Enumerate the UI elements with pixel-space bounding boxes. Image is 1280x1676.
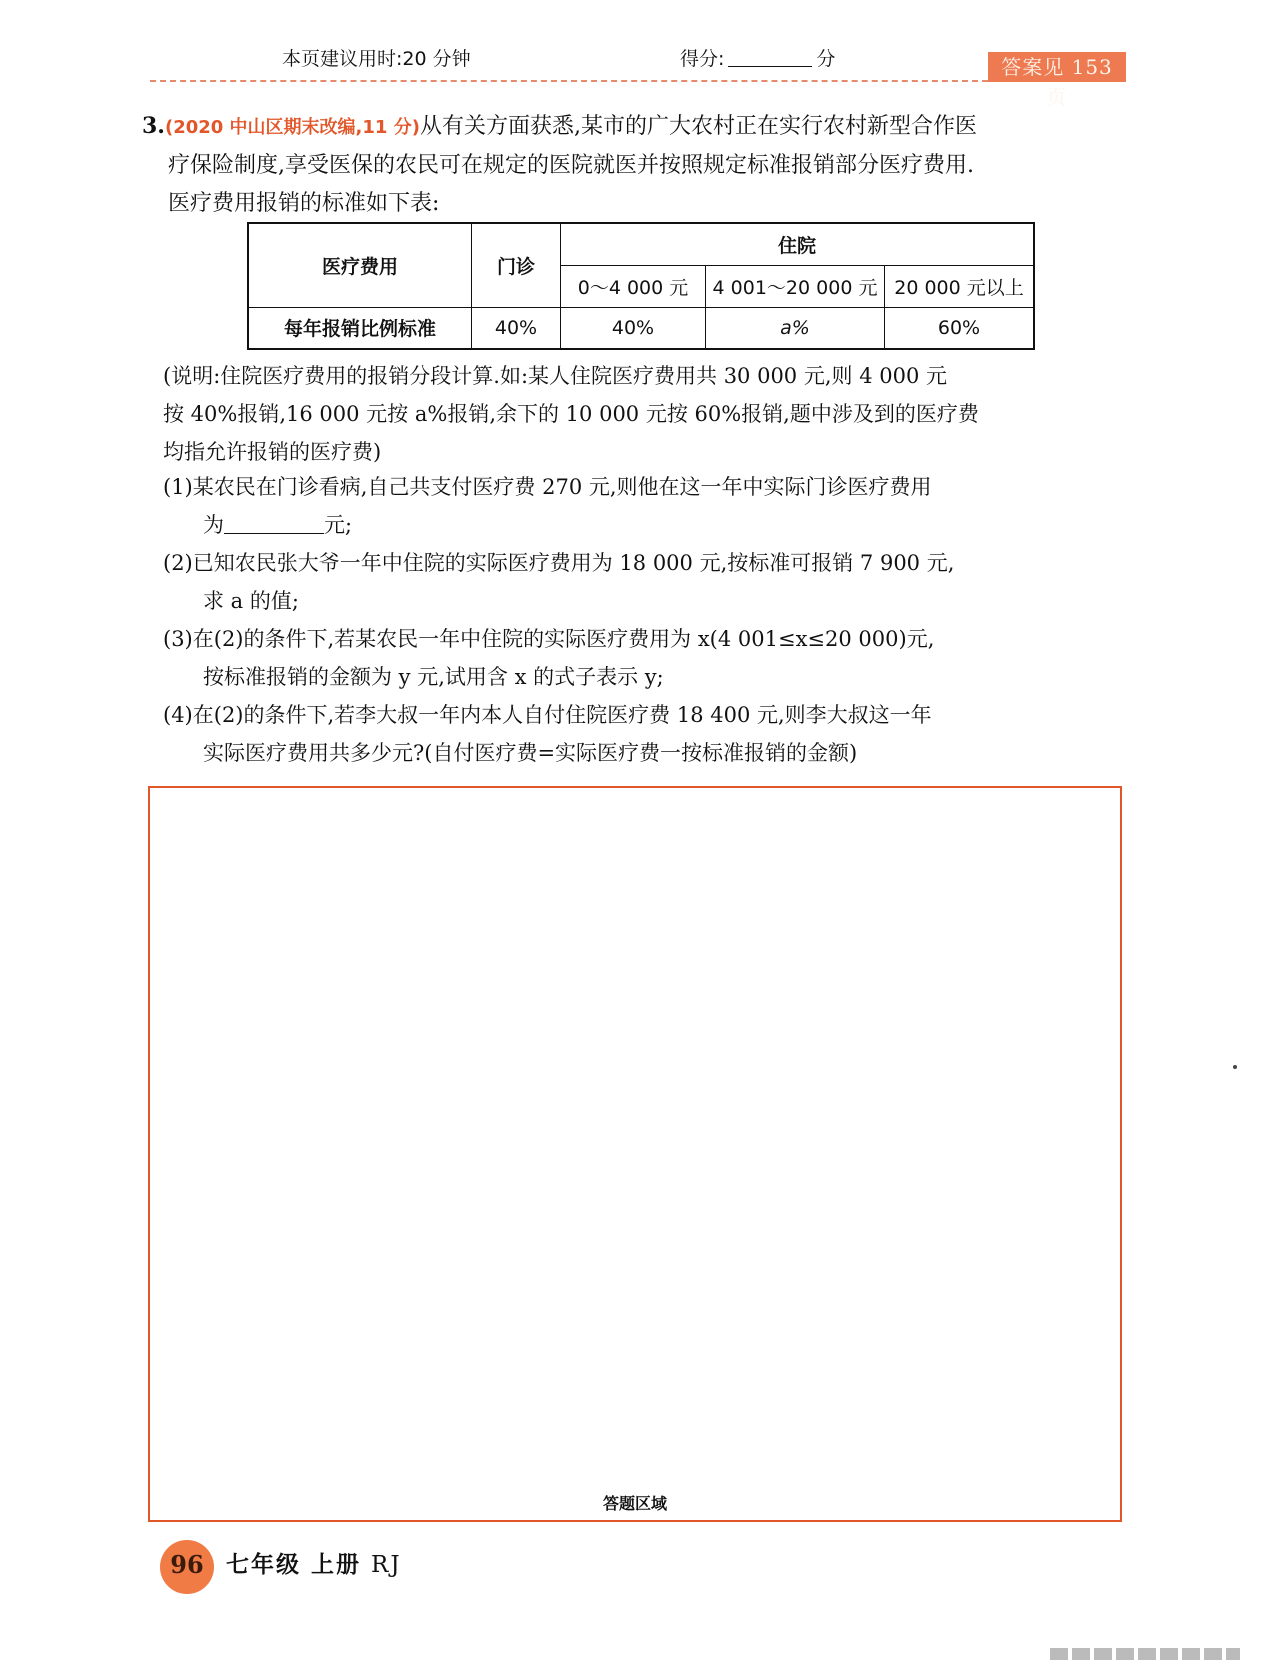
part-3-line-2: 按标准报销的金额为 y 元,试用含 x 的式子表示 y; [203,665,664,689]
score-unit: 分 [816,48,836,70]
part-2-line-2: 求 a 的值; [203,589,299,613]
score-label: 得分: [680,48,725,70]
table-value-outpatient: 40% [472,307,561,349]
table-value-range-3: 60% [885,307,1035,349]
table-range-3: 20 000 元以上 [885,265,1035,307]
part-1-suffix: 元; [324,513,353,537]
part-1-line-2 [163,506,1123,544]
book-grade: 七年级 上册 [226,1552,362,1578]
score-blank [728,48,812,67]
suggested-time: 本页建议用时:20 分钟 [282,48,471,70]
part-1 [163,468,1123,544]
part-2-line-1: (2)已知农民张大爷一年中住院的实际医疗费用为 18 000 元,按标准可报销 7 900 元, [163,551,955,575]
part-2 [163,544,1123,620]
answer-area-label: 答题区域 [602,1494,667,1513]
part-4-line-1: (4)在(2)的条件下,若李大叔一年内本人自付住院医疗费 18 400 元,则李大叔这一年 [163,703,932,727]
part-3 [163,620,1123,696]
part-1-answer-blank[interactable] [224,513,324,534]
table-range-1: 0～4 000 元 [561,265,706,307]
page-number: 96 [160,1540,214,1594]
part-1-line-1: (1)某农民在门诊看病,自己共支付医疗费 270 元,则他在这一年中实际门诊医疗费用 [163,475,932,499]
note-line-3: 均指允许报销的医疗费) [163,440,382,464]
score-field [680,44,835,71]
book-edition: RJ [371,1552,402,1578]
table-header-cost: 医疗费用 [248,223,472,307]
answer-area[interactable] [148,786,1122,1522]
note-line-1: (说明:住院医疗费用的报销分段计算.如:某人住院医疗费用共 30 000 元,则 4 000 元 [163,364,947,388]
table-row-label: 每年报销比例标准 [248,307,472,349]
scan-speck [1233,1065,1237,1069]
table-value-range-1: 40% [561,307,706,349]
header-divider [150,80,988,82]
table-header-inpatient: 住院 [561,223,1035,265]
question-source: (2020 中山区期末改编,11 分) [164,117,420,138]
question-intro [142,107,1122,223]
answer-reference-tab: 答案见 153 页 [988,52,1126,82]
note-line-2: 按 40%报销,16 000 元按 a%报销,余下的 10 000 元按 60%报销,题中涉及到的医疗费 [163,402,979,426]
intro-line-3: 医疗费用报销的标准如下表: [168,191,440,216]
intro-line-2: 疗保险制度,享受医保的农民可在规定的医院就医并按照规定标准报销部分医疗费用. [168,153,974,178]
scan-edge-artifact [1050,1648,1240,1660]
table-header-outpatient: 门诊 [472,223,561,307]
part-1-prefix: 为 [203,513,224,537]
part-3-line-1: (3)在(2)的条件下,若某农民一年中住院的实际医疗费用为 x(4 001≤x≤20 000)元, [163,627,935,651]
question-number: 3. [142,113,165,139]
sub-questions [163,468,1123,772]
book-title [226,1546,402,1579]
table-value-range-2: a% [706,307,885,349]
table-range-2: 4 001～20 000 元 [706,265,885,307]
part-4 [163,696,1123,772]
explanation-note [163,357,1123,471]
reimbursement-table [247,222,1035,350]
part-4-line-2: 实际医疗费用共多少元?(自付医疗费=实际医疗费一按标准报销的金额) [203,741,858,765]
intro-line-1: 从有关方面获悉,某市的广大农村正在实行农村新型合作医 [419,114,977,139]
